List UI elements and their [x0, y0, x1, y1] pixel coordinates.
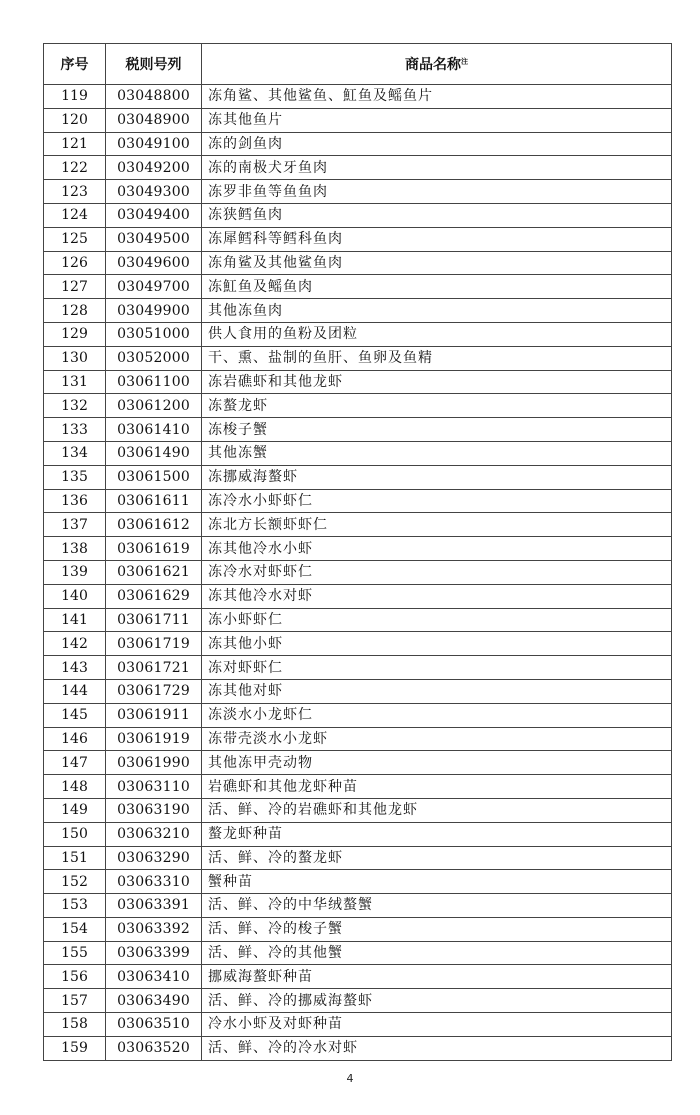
- table-row: [44, 537, 672, 561]
- table-row: [44, 679, 672, 703]
- table-row: [44, 846, 672, 870]
- row-name: 干、熏、盐制的鱼肝、鱼卵及鱼精: [202, 346, 672, 370]
- row-seq: 150: [44, 822, 106, 846]
- row-name: 挪威海螯虾种苗: [202, 965, 672, 989]
- row-seq: 122: [44, 156, 106, 180]
- row-name: 冻角鲨、其他鲨鱼、魟鱼及鳐鱼片: [202, 85, 672, 109]
- row-code: 03049100: [106, 132, 202, 156]
- row-code: 03063399: [106, 941, 202, 965]
- row-code: 03063290: [106, 846, 202, 870]
- row-code: 03063210: [106, 822, 202, 846]
- row-seq: 141: [44, 608, 106, 632]
- row-seq: 147: [44, 751, 106, 775]
- row-name: 冻罗非鱼等鱼鱼肉: [202, 180, 672, 204]
- row-code: 03049400: [106, 203, 202, 227]
- row-seq: 155: [44, 941, 106, 965]
- table-row: [44, 465, 672, 489]
- table-row: [44, 703, 672, 727]
- row-seq: 142: [44, 632, 106, 656]
- table-row: [44, 346, 672, 370]
- row-seq: 128: [44, 299, 106, 323]
- row-code: 03063490: [106, 989, 202, 1013]
- table-row: [44, 275, 672, 299]
- table-row: [44, 751, 672, 775]
- row-code: 03049300: [106, 180, 202, 204]
- row-code: 03049200: [106, 156, 202, 180]
- row-name: 冻魟鱼及鳐鱼肉: [202, 275, 672, 299]
- row-code: 03061200: [106, 394, 202, 418]
- row-seq: 125: [44, 227, 106, 251]
- row-name: 活、鲜、冷的挪威海螯虾: [202, 989, 672, 1013]
- row-seq: 131: [44, 370, 106, 394]
- table-row: [44, 1013, 672, 1037]
- tariff-table-container: [43, 43, 671, 1061]
- row-name: 其他冻甲壳动物: [202, 751, 672, 775]
- row-code: 03063392: [106, 917, 202, 941]
- row-seq: 127: [44, 275, 106, 299]
- row-seq: 134: [44, 441, 106, 465]
- table-row: [44, 132, 672, 156]
- row-name: 其他冻鱼肉: [202, 299, 672, 323]
- table-row: [44, 513, 672, 537]
- table-row: [44, 608, 672, 632]
- row-name: 活、鲜、冷的冷水对虾: [202, 1036, 672, 1060]
- row-seq: 159: [44, 1036, 106, 1060]
- row-seq: 123: [44, 180, 106, 204]
- row-seq: 156: [44, 965, 106, 989]
- row-code: 03061911: [106, 703, 202, 727]
- header-seq: 序号: [44, 44, 106, 85]
- table-row: [44, 584, 672, 608]
- row-name: 供人食用的鱼粉及团粒: [202, 322, 672, 346]
- row-code: 03049600: [106, 251, 202, 275]
- row-seq: 149: [44, 798, 106, 822]
- row-name: 冻其他小虾: [202, 632, 672, 656]
- table-row: [44, 941, 672, 965]
- row-name: 冻其他冷水对虾: [202, 584, 672, 608]
- row-name: 冻狭鳕鱼肉: [202, 203, 672, 227]
- table-row: [44, 203, 672, 227]
- row-code: 03061711: [106, 608, 202, 632]
- row-code: 03061619: [106, 537, 202, 561]
- row-seq: 154: [44, 917, 106, 941]
- row-name: 冻梭子蟹: [202, 418, 672, 442]
- table-header-row: [44, 44, 672, 85]
- row-seq: 140: [44, 584, 106, 608]
- table-row: [44, 965, 672, 989]
- header-name-label: 商品名称: [405, 57, 461, 73]
- table-row: [44, 85, 672, 109]
- table-row: [44, 989, 672, 1013]
- table-body: [44, 85, 672, 1061]
- header-name: [202, 44, 672, 85]
- row-name: 冻冷水对虾虾仁: [202, 560, 672, 584]
- row-code: 03063110: [106, 775, 202, 799]
- row-name: 冻带壳淡水小龙虾: [202, 727, 672, 751]
- row-seq: 145: [44, 703, 106, 727]
- row-seq: 152: [44, 870, 106, 894]
- row-name: 活、鲜、冷的岩礁虾和其他龙虾: [202, 798, 672, 822]
- row-name: 冻犀鳕科等鳕科鱼肉: [202, 227, 672, 251]
- table-row: [44, 775, 672, 799]
- row-code: 03061612: [106, 513, 202, 537]
- row-name: 冻角鲨及其他鲨鱼肉: [202, 251, 672, 275]
- row-name: 冻螯龙虾: [202, 394, 672, 418]
- row-seq: 136: [44, 489, 106, 513]
- table-row: [44, 560, 672, 584]
- row-name: 冻岩礁虾和其他龙虾: [202, 370, 672, 394]
- row-code: 03063510: [106, 1013, 202, 1037]
- table-row: [44, 822, 672, 846]
- row-seq: 144: [44, 679, 106, 703]
- row-seq: 138: [44, 537, 106, 561]
- row-code: 03063190: [106, 798, 202, 822]
- table-row: [44, 727, 672, 751]
- table-row: [44, 917, 672, 941]
- row-code: 03061500: [106, 465, 202, 489]
- table-row: [44, 180, 672, 204]
- row-seq: 151: [44, 846, 106, 870]
- row-name: 其他冻蟹: [202, 441, 672, 465]
- row-name: 冻冷水小虾虾仁: [202, 489, 672, 513]
- row-seq: 146: [44, 727, 106, 751]
- row-code: 03063391: [106, 894, 202, 918]
- row-seq: 130: [44, 346, 106, 370]
- row-code: 03061629: [106, 584, 202, 608]
- row-seq: 135: [44, 465, 106, 489]
- row-code: 03063520: [106, 1036, 202, 1060]
- row-code: 03061100: [106, 370, 202, 394]
- row-code: 03048800: [106, 85, 202, 109]
- row-code: 03049500: [106, 227, 202, 251]
- row-code: 03061621: [106, 560, 202, 584]
- row-name: 冻挪威海螯虾: [202, 465, 672, 489]
- row-code: 03061919: [106, 727, 202, 751]
- row-name: 冻小虾虾仁: [202, 608, 672, 632]
- row-name: 冻其他冷水小虾: [202, 537, 672, 561]
- row-seq: 124: [44, 203, 106, 227]
- row-name: 冷水小虾及对虾种苗: [202, 1013, 672, 1037]
- table-row: [44, 489, 672, 513]
- row-code: 03049900: [106, 299, 202, 323]
- row-seq: 157: [44, 989, 106, 1013]
- table-row: [44, 370, 672, 394]
- row-name: 冻其他鱼片: [202, 108, 672, 132]
- page-number: 4: [346, 1072, 354, 1085]
- row-name: 活、鲜、冷的梭子蟹: [202, 917, 672, 941]
- table-row: [44, 251, 672, 275]
- header-code: 税则号列: [106, 44, 202, 85]
- table-row: [44, 1036, 672, 1060]
- row-name: 岩礁虾和其他龙虾种苗: [202, 775, 672, 799]
- row-seq: 137: [44, 513, 106, 537]
- row-name: 活、鲜、冷的螯龙虾: [202, 846, 672, 870]
- row-seq: 139: [44, 560, 106, 584]
- row-code: 03063410: [106, 965, 202, 989]
- row-code: 03061490: [106, 441, 202, 465]
- row-code: 03048900: [106, 108, 202, 132]
- row-seq: 153: [44, 894, 106, 918]
- row-seq: 120: [44, 108, 106, 132]
- row-name: 活、鲜、冷的中华绒螯蟹: [202, 894, 672, 918]
- row-code: 03052000: [106, 346, 202, 370]
- row-name: 冻淡水小龙虾仁: [202, 703, 672, 727]
- table-row: [44, 894, 672, 918]
- table-row: [44, 418, 672, 442]
- row-code: 03061719: [106, 632, 202, 656]
- row-name: 蟹种苗: [202, 870, 672, 894]
- table-row: [44, 227, 672, 251]
- row-seq: 121: [44, 132, 106, 156]
- row-seq: 158: [44, 1013, 106, 1037]
- row-code: 03051000: [106, 322, 202, 346]
- table-row: [44, 299, 672, 323]
- row-code: 03061721: [106, 656, 202, 680]
- table-row: [44, 798, 672, 822]
- row-seq: 132: [44, 394, 106, 418]
- row-seq: 119: [44, 85, 106, 109]
- row-name: 冻其他对虾: [202, 679, 672, 703]
- table-row: [44, 441, 672, 465]
- row-seq: 148: [44, 775, 106, 799]
- row-code: 03061990: [106, 751, 202, 775]
- row-code: 03061729: [106, 679, 202, 703]
- table-row: [44, 108, 672, 132]
- row-name: 冻对虾虾仁: [202, 656, 672, 680]
- row-seq: 129: [44, 322, 106, 346]
- table-row: [44, 394, 672, 418]
- table-row: [44, 632, 672, 656]
- row-code: 03061611: [106, 489, 202, 513]
- header-name-note: 注: [461, 57, 468, 66]
- table-row: [44, 870, 672, 894]
- row-name: 冻的南极犬牙鱼肉: [202, 156, 672, 180]
- row-code: 03061410: [106, 418, 202, 442]
- row-code: 03049700: [106, 275, 202, 299]
- table-row: [44, 156, 672, 180]
- table-row: [44, 322, 672, 346]
- tariff-table: [43, 43, 672, 1061]
- row-name: 螯龙虾种苗: [202, 822, 672, 846]
- table-row: [44, 656, 672, 680]
- row-seq: 126: [44, 251, 106, 275]
- row-name: 活、鲜、冷的其他蟹: [202, 941, 672, 965]
- row-code: 03063310: [106, 870, 202, 894]
- row-seq: 133: [44, 418, 106, 442]
- row-name: 冻北方长额虾虾仁: [202, 513, 672, 537]
- row-seq: 143: [44, 656, 106, 680]
- row-name: 冻的剑鱼肉: [202, 132, 672, 156]
